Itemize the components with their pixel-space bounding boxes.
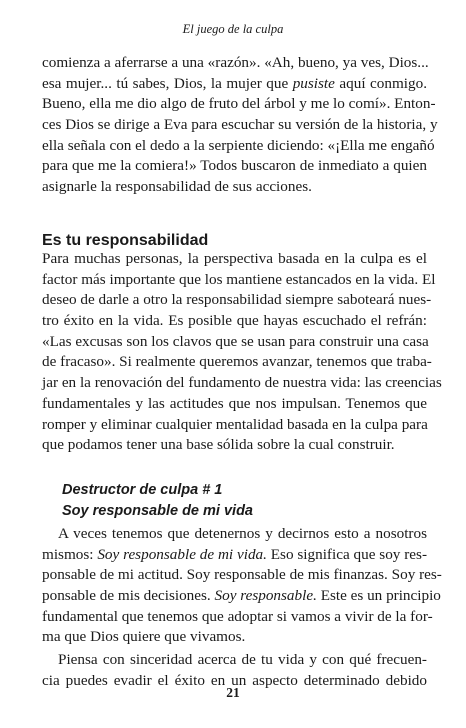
paragraph <box>42 249 442 456</box>
text-line: para que me la comiera!» Todos buscaron de inmediato a quien <box>42 157 427 175</box>
text-line: romper y eliminar cualquier mentalidad basada en la culpa para <box>42 415 428 433</box>
text-line: fundamentales y las actitudes que nos impulsan. Tenemos que <box>42 394 427 412</box>
text-line: jar en la renovación del fundamento de nuestra vida: las creencias <box>42 374 442 392</box>
subsection-title: Soy responsable de mi vida <box>62 503 253 519</box>
text-line: deseo de darle a otro la responsabilidad siempre saboteará nues- <box>42 291 432 309</box>
text-line: ces Dios se dirige a Eva para escuchar su versión de la historia, y <box>42 116 438 134</box>
paragraph-continuation <box>42 53 438 198</box>
section-heading: Es tu responsabilidad <box>42 232 209 249</box>
text-line: ma que Dios quiere que vivamos. <box>42 628 246 646</box>
text-line: A veces tenemos que detenernos y decirnos esto a nosotros <box>58 525 427 542</box>
paragraph <box>42 524 442 648</box>
page-number: 21 <box>226 685 240 700</box>
text-line: Piensa con sinceridad acerca de tu vida y con qué frecuen- <box>58 651 427 668</box>
text-line: tro éxito en la vida. Es posible que hayas escuchado el refrán: <box>42 312 427 330</box>
text-line: ponsable de mis decisiones. Soy responsable. Este es un principio <box>42 587 441 605</box>
text-line: de fracaso». Si realmente queremos avanzar, tenemos que traba- <box>42 353 432 371</box>
text-line: factor más importante que los mantiene estancados en la vida. El <box>42 270 436 288</box>
text-line: fundamental que tenemos que adoptar si vamos a vivir de la for- <box>42 607 433 625</box>
text-line: que podamos tener una base sólida sobre la cual construir. <box>42 436 395 454</box>
text-line: mismos: Soy responsable de mi vida. Eso significa que soy res- <box>42 545 428 563</box>
subsection-heading: Destructor de culpa # 1 <box>62 482 223 498</box>
text-line: comienza a aferrarse a una «razón». «Ah, bueno, ya ves, Dios... <box>42 54 429 71</box>
text-line: asignarle la responsabilidad de sus acciones. <box>42 178 312 196</box>
running-head: El juego de la culpa <box>182 22 284 36</box>
text-line: «Las excusas son los clavos que se usan para construir una casa <box>42 332 429 350</box>
text-line: cia puedes evadir el éxito en un aspecto determinado debido <box>42 671 427 689</box>
text-line: Para muchas personas, la perspectiva basada en la culpa es el <box>42 250 427 267</box>
text-line: Bueno, ella me dio algo de fruto del árbol y me lo comí». Enton- <box>42 95 436 113</box>
text-line: ella señala con el dedo a la serpiente diciendo: «¡Ella me engañó <box>42 136 435 154</box>
text-line: esa mujer... tú sabes, Dios, la mujer que pusiste aquí conmigo. <box>42 74 428 92</box>
text-line: ponsable de mi actitud. Soy responsable de mis finanzas. Soy res- <box>42 566 442 584</box>
